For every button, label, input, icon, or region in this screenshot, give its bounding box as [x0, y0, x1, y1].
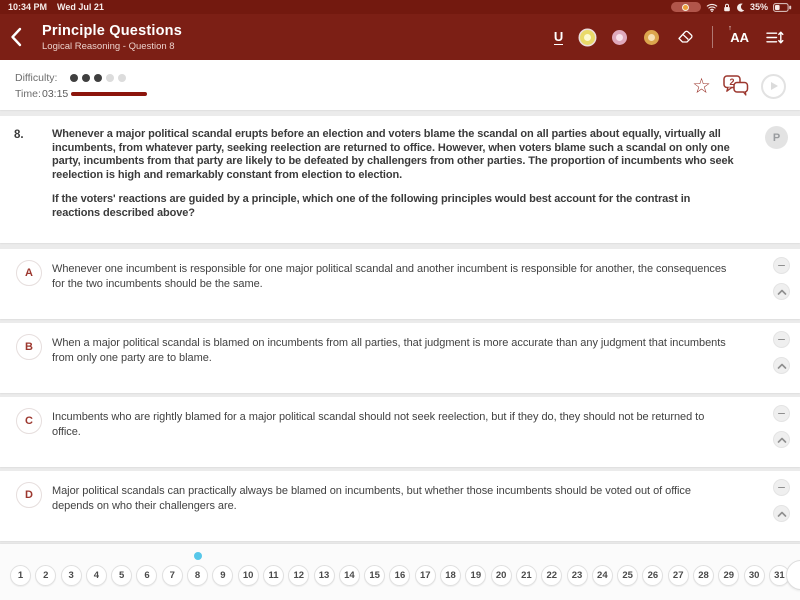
pagination-cell	[567, 565, 588, 586]
question-nav-19[interactable]: 19	[465, 565, 486, 586]
question-text-block	[52, 128, 738, 220]
pagination-cell	[111, 565, 132, 586]
highlighter-orange-button[interactable]	[644, 30, 659, 45]
collapse-answer-button[interactable]	[773, 505, 790, 522]
question-stimulus: Whenever a major political scandal erupts before an election and voters blame the scandal on all parties about equally, virtually all incumbents, from whatever party, seeking reelection are returned to office. However, when voters blame such a scandal on only one party, incumbents from that party are likely to be defeated by challengers from other parties. The proportion of incumbents who seek reelection is high and remarkably constant from election to election.	[52, 128, 734, 181]
question-nav-8[interactable]: 8	[187, 565, 208, 586]
question-nav-6[interactable]: 6	[136, 565, 157, 586]
answer-list	[0, 249, 800, 541]
time-label: Time:	[15, 88, 41, 100]
question-nav-27[interactable]: 27	[668, 565, 689, 586]
pagination-list	[0, 565, 800, 586]
answer-card-b[interactable]	[0, 323, 800, 393]
answer-letter: D	[16, 482, 42, 508]
question-nav-31[interactable]: 31	[769, 565, 790, 586]
battery-percent: 35%	[749, 2, 768, 12]
question-nav-22[interactable]: 22	[541, 565, 562, 586]
answer-text: Whenever one incumbent is responsible for one major political scandal and another incumbent is responsible for another, the consequences for the two incumbents should be the same.	[52, 263, 727, 290]
minus-icon	[778, 265, 785, 267]
screen-recording-icon	[671, 2, 701, 12]
status-bar	[0, 0, 800, 14]
annotation-toolbar	[554, 26, 784, 48]
chevron-up-icon	[777, 511, 787, 517]
question-nav-5[interactable]: 5	[111, 565, 132, 586]
question-nav-28[interactable]: 28	[693, 565, 714, 586]
pagination-cell	[668, 565, 689, 586]
difficulty-dots	[70, 74, 126, 82]
font-size-button[interactable]	[728, 24, 749, 45]
question-meta-bar	[0, 60, 800, 110]
pagination-cell	[592, 565, 613, 586]
pagination-cell	[162, 565, 183, 586]
record-dot-icon	[682, 4, 689, 11]
back-button[interactable]	[10, 21, 36, 53]
pagination-cell	[61, 565, 82, 586]
answer-letter: A	[16, 260, 42, 286]
question-nav-24[interactable]: 24	[592, 565, 613, 586]
question-nav-18[interactable]: 18	[440, 565, 461, 586]
collapse-answer-button[interactable]	[773, 431, 790, 448]
do-not-disturb-moon-icon	[736, 3, 745, 12]
pagination-cell	[263, 565, 284, 586]
question-nav-7[interactable]: 7	[162, 565, 183, 586]
pagination-cell	[617, 565, 638, 586]
line-spacing-button[interactable]	[766, 31, 784, 44]
collapse-answer-button[interactable]	[773, 283, 790, 300]
discussion-bubbles-icon	[722, 74, 750, 98]
time-progress-bar	[71, 92, 147, 96]
question-nav-26[interactable]: 26	[642, 565, 663, 586]
collapse-answer-button[interactable]	[773, 357, 790, 374]
question-nav-4[interactable]: 4	[86, 565, 107, 586]
difficulty-dot	[118, 74, 126, 82]
pagination-cell	[642, 565, 663, 586]
answer-text: Major political scandals can practically always be blamed on incumbents, but whether those incumbents should be voted out of office depends on who their challengers are.	[52, 485, 691, 512]
pagination-cell	[212, 565, 233, 586]
pagination-cell	[415, 565, 436, 586]
pagination-cell	[238, 565, 259, 586]
pagination-cell	[314, 565, 335, 586]
question-nav-30[interactable]: 30	[744, 565, 765, 586]
pagination-cell	[35, 565, 56, 586]
question-nav-12[interactable]: 12	[288, 565, 309, 586]
font-size-label: AA	[730, 29, 749, 45]
underline-tool-button[interactable]: U	[553, 28, 564, 44]
pagination-cell	[10, 565, 31, 586]
question-nav-16[interactable]: 16	[389, 565, 410, 586]
toolbar-divider	[712, 26, 713, 48]
minus-icon	[778, 413, 785, 415]
minus-icon	[778, 339, 785, 341]
question-nav-1[interactable]: 1	[10, 565, 31, 586]
question-nav-10[interactable]: 10	[238, 565, 259, 586]
navigation-bar	[0, 14, 800, 60]
pagination-cell	[288, 565, 309, 586]
highlighter-pink-button[interactable]	[612, 30, 627, 45]
status-time: 10:34 PM	[8, 2, 48, 12]
question-nav-15[interactable]: 15	[364, 565, 385, 586]
question-nav-21[interactable]: 21	[516, 565, 537, 586]
question-nav-23[interactable]: 23	[567, 565, 588, 586]
question-nav-20[interactable]: 20	[491, 565, 512, 586]
chevron-up-icon	[777, 289, 787, 295]
discussion-button[interactable]	[722, 74, 750, 98]
wifi-icon	[706, 3, 718, 12]
answer-text: Incumbents who are rightly blamed for a major political scandal should not seek reelection, but if they do, they should not be returned to office.	[52, 411, 705, 438]
pagination-cell	[364, 565, 385, 586]
question-nav-14[interactable]: 14	[339, 565, 360, 586]
chevron-up-icon	[777, 363, 787, 369]
question-nav-3[interactable]: 3	[61, 565, 82, 586]
question-card	[0, 116, 800, 243]
pagination-cell	[491, 565, 512, 586]
answer-card-d[interactable]	[0, 471, 800, 541]
answer-letter: C	[16, 408, 42, 434]
chevron-left-icon	[10, 27, 22, 47]
title-block	[42, 23, 554, 52]
pagination-cell	[389, 565, 410, 586]
pagination-cell	[744, 565, 765, 586]
eraser-button[interactable]	[676, 28, 695, 47]
question-pagination	[0, 544, 800, 600]
answer-card-a[interactable]	[0, 249, 800, 319]
difficulty-dot	[94, 74, 102, 82]
question-prompt: If the voters' reactions are guided by a principle, which one of the following principles would best account for the contrast in reactions described above?	[52, 193, 691, 219]
bookmark-star-button[interactable]: ☆	[692, 73, 711, 98]
passage-flag-button[interactable]: P	[765, 126, 788, 149]
pagination-cell	[187, 565, 208, 586]
line-spacing-icon	[766, 31, 784, 44]
difficulty-label: Difficulty:	[15, 72, 58, 84]
pagination-cell	[693, 565, 714, 586]
question-nav-13[interactable]: 13	[314, 565, 335, 586]
pagination-cell	[465, 565, 486, 586]
pagination-cell	[516, 565, 537, 586]
meta-stats	[15, 70, 147, 102]
pagination-cell	[339, 565, 360, 586]
font-size-arrow-icon: ↑	[728, 24, 732, 32]
minus-icon	[778, 487, 785, 489]
time-value: 03:15	[42, 88, 69, 100]
eliminate-answer-button[interactable]	[773, 405, 790, 422]
question-nav-11[interactable]: 11	[263, 565, 284, 586]
pagination-cell	[541, 565, 562, 586]
difficulty-dot	[70, 74, 78, 82]
rotation-lock-icon	[723, 3, 731, 12]
status-date: Wed Jul 21	[57, 2, 104, 12]
question-nav-2[interactable]: 2	[35, 565, 56, 586]
pagination-cell	[86, 565, 107, 586]
answer-letter: B	[16, 334, 42, 360]
video-explanation-button[interactable]	[761, 74, 786, 99]
discussion-count: 2	[729, 77, 735, 87]
question-nav-17[interactable]: 17	[415, 565, 436, 586]
page-title: Principle Questions	[42, 22, 182, 39]
question-nav-9[interactable]: 9	[212, 565, 233, 586]
eliminate-answer-button[interactable]	[773, 331, 790, 348]
highlighter-yellow-button[interactable]	[580, 30, 595, 45]
battery-icon	[773, 3, 792, 12]
pagination-cell	[718, 565, 739, 586]
page-subtitle: Logical Reasoning - Question 8	[42, 40, 175, 52]
difficulty-dot	[82, 74, 90, 82]
difficulty-dot	[106, 74, 114, 82]
pagination-cell	[440, 565, 461, 586]
question-nav-25[interactable]: 25	[617, 565, 638, 586]
eraser-icon	[676, 28, 695, 44]
answer-card-c[interactable]	[0, 397, 800, 467]
eliminate-answer-button[interactable]	[773, 257, 790, 274]
play-icon	[771, 82, 778, 90]
meta-actions	[692, 74, 786, 99]
question-nav-29[interactable]: 29	[718, 565, 739, 586]
chevron-up-icon	[777, 437, 787, 443]
answer-text: When a major political scandal is blamed on incumbents from all parties, that judgment is more accurate than any judgment that incumbents from only one party are to blame.	[52, 337, 726, 364]
eliminate-answer-button[interactable]	[773, 479, 790, 496]
pagination-cell	[136, 565, 157, 586]
question-number: 8.	[14, 129, 24, 141]
current-question-dot	[194, 552, 202, 560]
